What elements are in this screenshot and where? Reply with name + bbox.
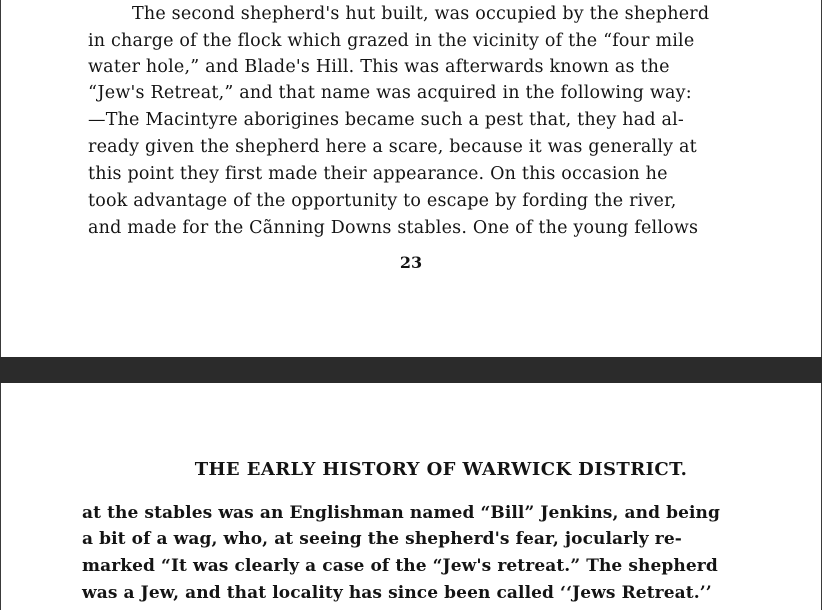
body-line: The second shepherd's hut built, was occupied by the shepherd [132, 4, 710, 24]
body-line: was a Jew, and that locality has since been called ‘‘Jews Retreat.’’ [82, 583, 712, 603]
body-line: ready given the shepherd here a scare, because it was generally at [88, 137, 697, 157]
body-line: and made for the Cãnning Downs stables. One of the young fellows [88, 218, 699, 238]
body-line: took advantage of the opportunity to escape by fording the river, [88, 191, 677, 211]
body-line: a bit of a wag, who, at seeing the shepherd's fear, jocularly re- [82, 529, 682, 549]
running-head: THE EARLY HISTORY OF WARWICK DISTRICT. [194, 459, 688, 480]
body-line: this point they first made their appearance. On this occasion he [88, 164, 668, 184]
body-line: marked “It was clearly a case of the “Jew's retreat.” The shepherd [82, 556, 718, 576]
body-line: —The Macintyre aborigines became such a pest that, they had al- [88, 110, 685, 130]
body-line: in charge of the flock which grazed in the vicinity of the “four mile [88, 31, 695, 51]
page-number: 23 [399, 253, 423, 272]
body-line: at the stables was an Englishman named “Bill” Jenkins, and being [82, 503, 720, 523]
body-line: water hole,” and Blade's Hill. This was afterwards known as the [88, 57, 670, 77]
body-line: “Jew's Retreat,” and that name was acquired in the following way: [88, 83, 692, 103]
page-gap [0, 357, 822, 383]
